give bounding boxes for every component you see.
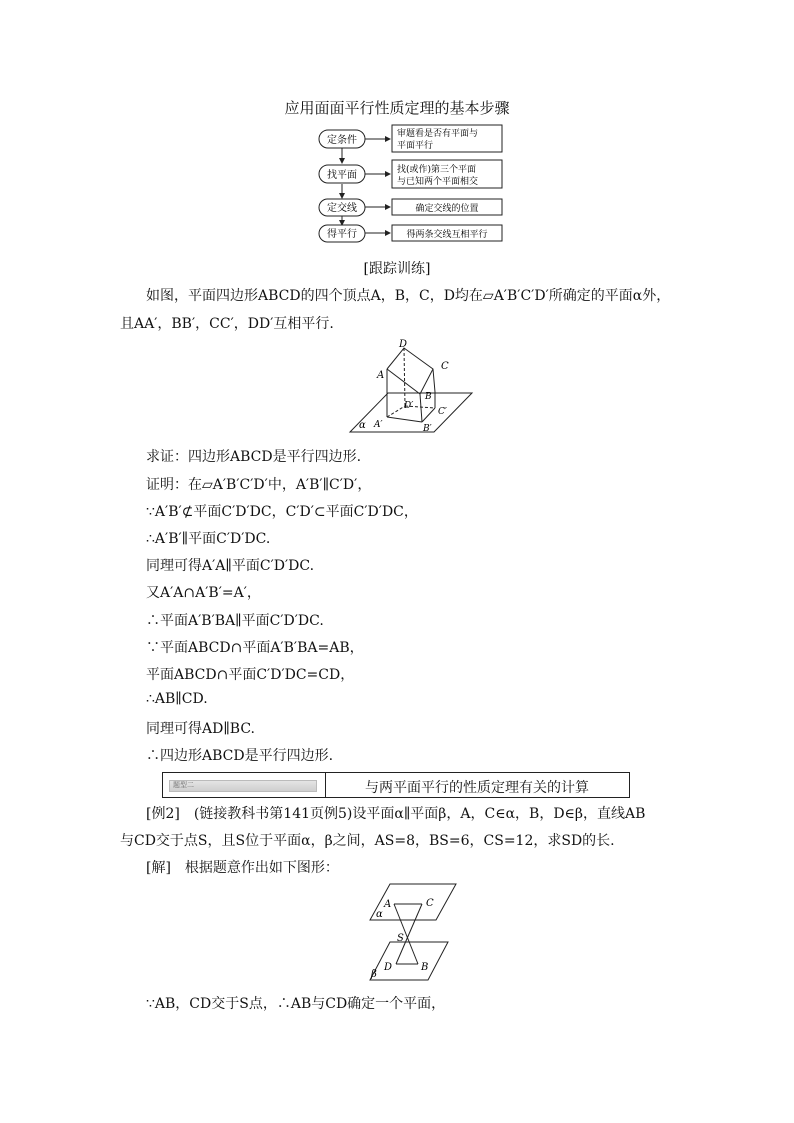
section-tag — [169, 780, 317, 792]
flow-step-2 — [319, 165, 365, 183]
section-tag-text: 题型二 — [173, 781, 194, 789]
label-C: C — [426, 898, 434, 909]
label-D-prime: D′ — [404, 401, 414, 411]
section-title: 与两平面平行的性质定理有关的计算 — [365, 780, 589, 796]
proof-line: ∴A′B′∥平面C′D′DC. — [146, 531, 271, 547]
planes-figure — [366, 882, 458, 982]
flow-step-label: 定条件 — [327, 135, 357, 146]
problem-line-1: 如图，平面四边形ABCD的四个顶点A，B，C，D均在▱A′B′C′D′所确定的平面α外， — [146, 288, 671, 304]
flow-step-label: 定交线 — [327, 203, 357, 214]
training-heading: [跟踪训练] — [363, 261, 431, 277]
label-D: D — [399, 339, 408, 350]
flow-desc-4 — [392, 225, 502, 241]
proof-line: ∵A′B′⊄平面C′D′DC，C′D′⊂平面C′D′DC， — [146, 504, 418, 520]
label-beta: β — [371, 969, 377, 980]
label-A: A — [384, 899, 392, 910]
flow-desc-line: 平面平行 — [397, 141, 434, 151]
flow-desc-line: 审题看是否有平面与 — [397, 129, 479, 139]
flow-desc-3 — [392, 199, 502, 215]
label-alpha: α — [376, 909, 383, 920]
flow-step-label: 得平行 — [327, 229, 357, 240]
flow-step-label: 找平面 — [327, 170, 357, 181]
label-C: C — [441, 361, 449, 372]
solution-line: [解] 根据题意作出如下图形： — [146, 860, 339, 876]
proof-line: ∴四边形ABCD是平行四边形. — [146, 748, 334, 764]
label-B: B — [425, 392, 432, 402]
proof-line: 又A′A∩A′B′=A′， — [146, 585, 261, 601]
steps-flowchart — [300, 122, 510, 248]
flow-desc-line: 确定交线的位置 — [415, 204, 479, 214]
flow-desc-1 — [392, 125, 502, 152]
prism-figure — [345, 336, 480, 438]
flow-desc-2 — [392, 160, 502, 188]
proof-line: ∴平面A′B′BA∥平面C′D′DC. — [146, 613, 324, 629]
label-B: B — [421, 962, 429, 973]
label-S: S — [397, 933, 404, 944]
section-bar — [162, 772, 630, 798]
flow-step-3 — [319, 199, 365, 216]
proof-line: 求证：四边形ABCD是平行四边形. — [146, 449, 362, 465]
flow-desc-line: 与已知两个平面相交 — [397, 177, 479, 187]
proof-line: 证明：在▱A′B′C′D′中，A′B′∥C′D′， — [146, 477, 372, 493]
label-C-prime: C′ — [438, 407, 447, 417]
example-line-2: 与CD交于点S，且S位于平面α，β之间，AS=8，BS=6，CS=12，求SD的长. — [120, 833, 615, 849]
proof-line: ∵平面ABCD∩平面A′B′BA=AB， — [146, 640, 364, 656]
page-title: 应用面面平行性质定理的基本步骤 — [284, 99, 510, 117]
flow-step-4 — [319, 225, 365, 242]
flow-desc-line: 得两条交线互相平行 — [406, 230, 488, 240]
label-A-prime: A′ — [374, 420, 383, 430]
flow-desc-line: 找(或作)第三个平面 — [397, 165, 477, 175]
label-A: A — [377, 370, 385, 381]
flow-step-1 — [319, 130, 365, 148]
proof-line: ∴AB∥CD. — [146, 691, 208, 707]
proof-line: 同理可得A′A∥平面C′D′DC. — [146, 558, 315, 574]
conclusion-line: ∵AB，CD交于S点，∴AB与CD确定一个平面， — [146, 996, 446, 1012]
proof-line: 平面ABCD∩平面C′D′DC=CD， — [146, 667, 355, 683]
label-alpha: α — [359, 420, 366, 431]
proof-line: 同理可得AD∥BC. — [146, 721, 256, 737]
example-line-1: [例2] (链接教科书第141页例5)设平面α∥平面β，A，C∈α，B，D∈β，直线AB — [146, 806, 646, 822]
label-B-prime: B′ — [423, 424, 432, 434]
problem-line-2: 且AA′，BB′，CC′，DD′互相平行. — [120, 316, 334, 332]
label-D: D — [384, 962, 393, 973]
